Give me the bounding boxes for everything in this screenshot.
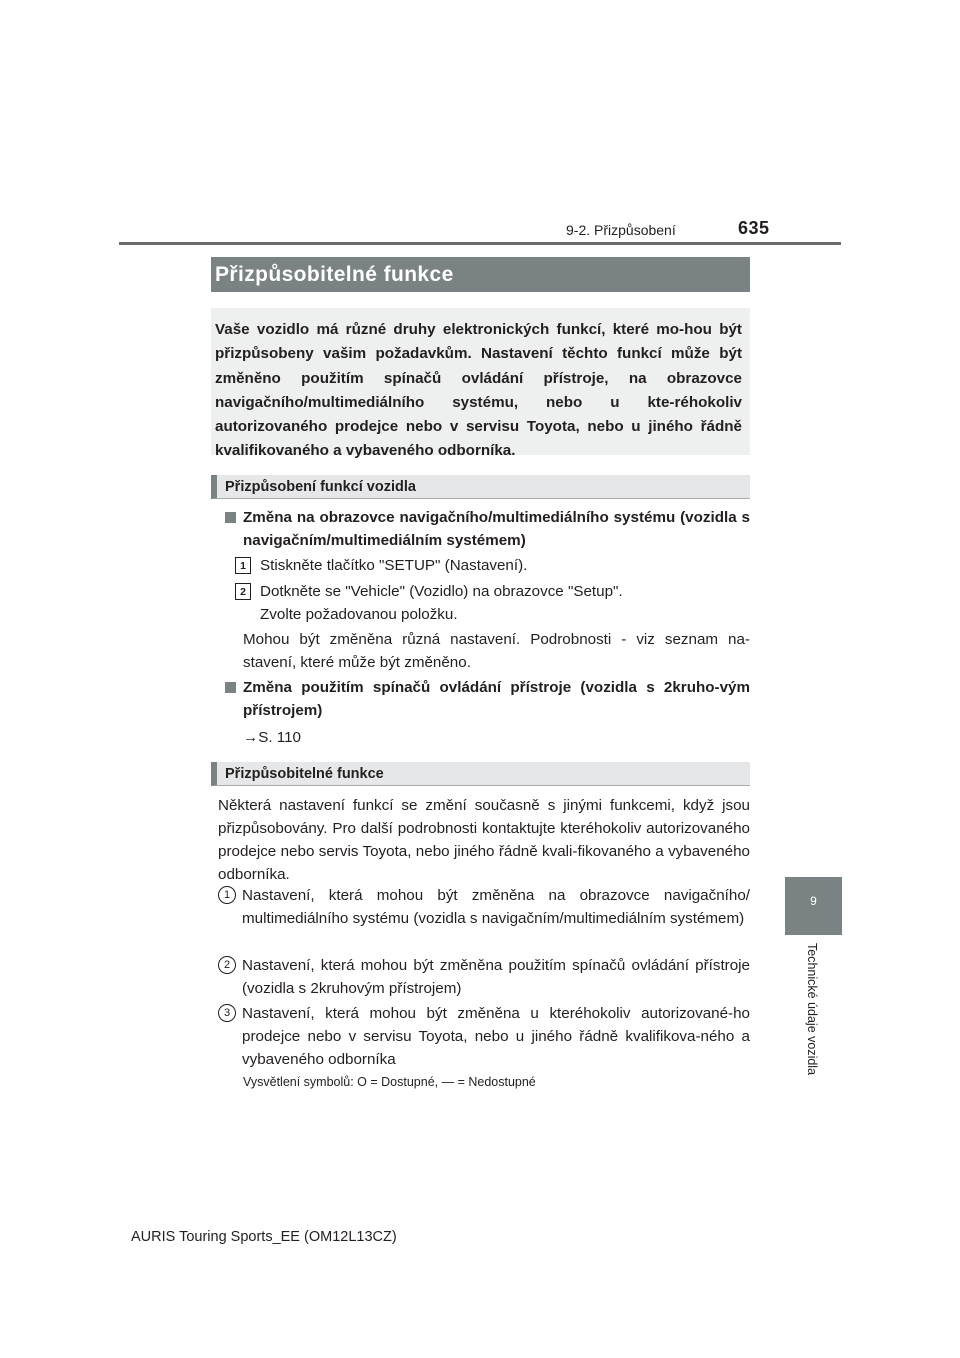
chapter-tab: 9 [785, 877, 842, 935]
bullet-text: Změna použitím spínačů ovládání přístroje (vozidla s 2kruho-vým přístrojem) [243, 679, 750, 719]
step-text: Stiskněte tlačítko "SETUP" (Nastavení). [260, 557, 528, 574]
step-text: Dotkněte se "Vehicle" (Vozidlo) na obrazovce "Setup". [260, 583, 623, 600]
bullet-switch-change [225, 676, 750, 722]
circled-number: 3 [218, 1004, 236, 1022]
legend-item-text: Nastavení, která mohou být změněna u kteréhokoliv autorizované-ho prodejce nebo v servisu Toyota, nebo u jiného řádně kvalifikova-ného a vybaveného odborníka [242, 1005, 750, 1068]
bullet-navigation-change [225, 506, 750, 552]
square-bullet-icon [225, 512, 236, 523]
step-1 [235, 554, 750, 577]
intro-text: Vaše vozidlo má různé druhy elektronických funkcí, které mo-hou být přizpůsobeny vašim požadavkům. Nastavení těchto funkcí může být změněno použitím spínačů ovládání přístroje, na obrazovce navigačního/multimediálního systému, nebo u kte-réhokoliv autorizovaného prodejce nebo v servisu Toyota, nebo u jiného řádně kvalifikovaného a vybaveného odborníka. [215, 321, 742, 460]
step-text-continued: Zvolte požadovanou položku. [260, 606, 458, 623]
legend-item-3 [218, 1002, 750, 1071]
symbol-legend: Vysvětlení symbolů: O = Dostupné, — = Nedostupné [243, 1075, 536, 1089]
page-number: 635 [738, 218, 770, 238]
step-number: 1 [235, 557, 251, 574]
circled-number: 2 [218, 956, 236, 974]
page-reference-link[interactable]: →S. 110 [243, 729, 301, 746]
footer-model-code: AURIS Touring Sports_EE (OM12L13CZ) [131, 1229, 397, 1245]
functions-body: Některá nastavení funkcí se změní současně s jinými funkcemi, když jsou přizpůsobovány. Pro další podrobnosti kontaktujte kteréhokoliv autorizovaného prodejce nebo servis Toyota, nebo jiného řádně kvali-fikovaného a vybaveného odborníka. [218, 797, 750, 883]
legend-item-2 [218, 954, 750, 1000]
section-heading-customization: Přizpůsobení funkcí vozidla [211, 475, 750, 499]
square-bullet-icon [225, 682, 236, 693]
legend-item-1 [218, 884, 750, 930]
page-title: Přizpůsobitelné funkce [211, 257, 750, 292]
header-divider [119, 242, 841, 245]
legend-item-text: Nastavení, která mohou být změněna na obrazovce navigačního/ multimediálního systému (vozidla s navigačním/multimediálním systémem) [242, 887, 750, 927]
intro-box [211, 308, 750, 460]
step-2 [235, 580, 750, 626]
chapter-tab-label: Technické údaje vozidla [805, 943, 819, 1076]
bullet-text: Změna na obrazovce navigačního/multimediálního systému (vozidla s navigačním/multimediálním systémem) [243, 509, 750, 549]
settings-note: Mohou být změněna různá nastavení. Podrobnosti - viz seznam na-stavení, které může být změněno. [243, 631, 750, 671]
section-reference: 9-2. Přizpůsobení [566, 222, 676, 238]
legend-item-text: Nastavení, která mohou být změněna použitím spínačů ovládání přístroje (vozidla s 2kruhovým přístrojem) [242, 957, 750, 997]
circled-number: 1 [218, 886, 236, 904]
section-heading-functions: Přizpůsobitelné funkce [211, 762, 750, 786]
step-number: 2 [235, 583, 251, 600]
